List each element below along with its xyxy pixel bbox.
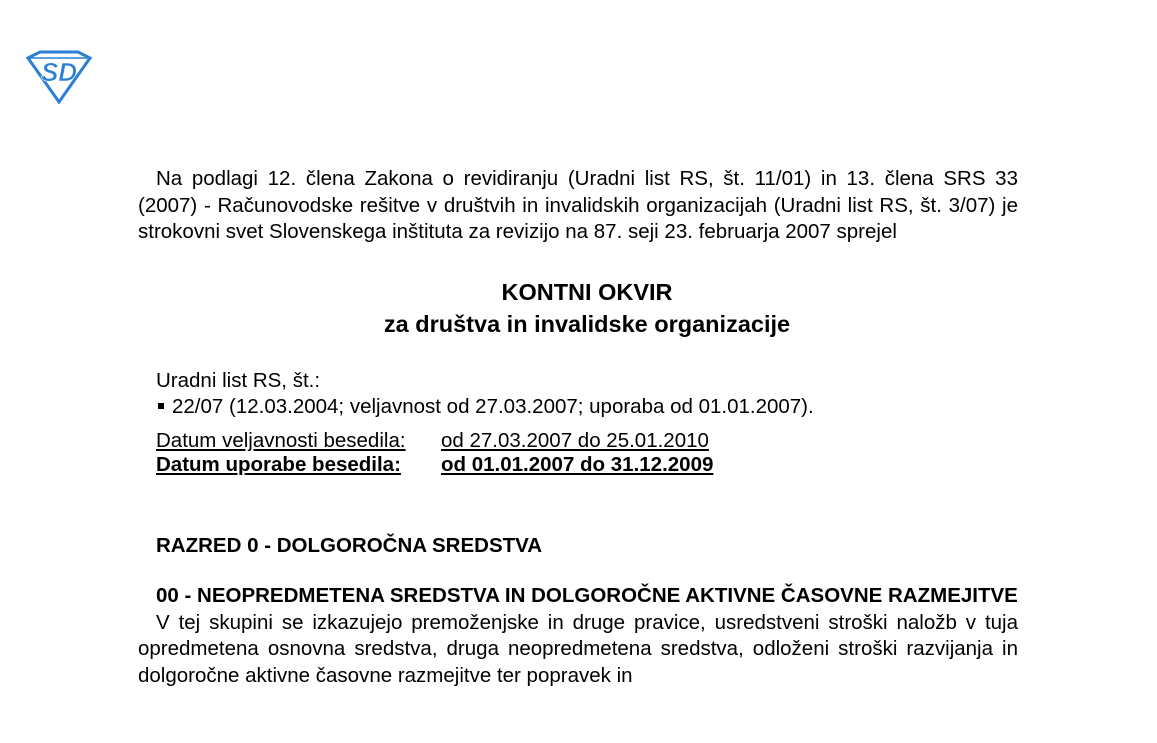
dates-block [138, 429, 1018, 477]
gazette-label: Uradni list RS, št.: [156, 368, 321, 392]
validity-value: od 27.03.2007 do 25.01.2010 [441, 428, 709, 452]
use-value: od 01.01.2007 do 31.12.2009 [441, 452, 714, 476]
group-paragraph: V tej skupini se izkazujejo premoženjske in druge pravice, usredstveni stroški naložb v tuja opredmetena osnovna sredstva, druga neopredmetena sredstva, odloženi stroški razvijanja in dolgoročne aktivne časovne razmejitve ter popravek in [138, 610, 1018, 687]
title-line-1: KONTNI OKVIR [501, 278, 673, 305]
document-title [156, 276, 1018, 340]
validity-row [156, 429, 1018, 453]
gazette-block [138, 368, 1018, 421]
use-label: Datum uporabe besedila: [156, 452, 401, 476]
group-heading: 00 - NEOPREDMETENA SREDSTVA IN DOLGOROČNE AKTIVNE ČASOVNE RAZMEJITVE [156, 584, 1018, 607]
gazette-item-text: 22/07 (12.03.2004; veljavnost od 27.03.2007; uporaba od 01.01.2007). [172, 395, 814, 418]
title-line-2: za društva in invalidske organizacije [383, 310, 791, 337]
sd-diamond-logo-icon [22, 50, 96, 104]
intro-paragraph: Na podlagi 12. člena Zakona o revidiranju (Uradni list RS, št. 11/01) in 13. člena SRS 33 (2007) - Računovodske rešitve v društvih in invalidskih organizacijah (Uradni list RS, št. 3/07) je strokovni svet Slovenskega inštituta za revizijo na 87. seji 23. februarja 2007 sprejel [138, 167, 1018, 243]
document-body [138, 166, 1018, 689]
class-heading: RAZRED 0 - DOLGOROČNA SREDSTVA [156, 533, 543, 557]
bullet-icon [158, 403, 164, 409]
logo-text: SD [40, 57, 78, 87]
gazette-item [156, 394, 1018, 421]
sd-logo [22, 50, 96, 104]
use-row [156, 453, 1018, 477]
validity-label: Datum veljavnosti besedila: [156, 428, 406, 452]
